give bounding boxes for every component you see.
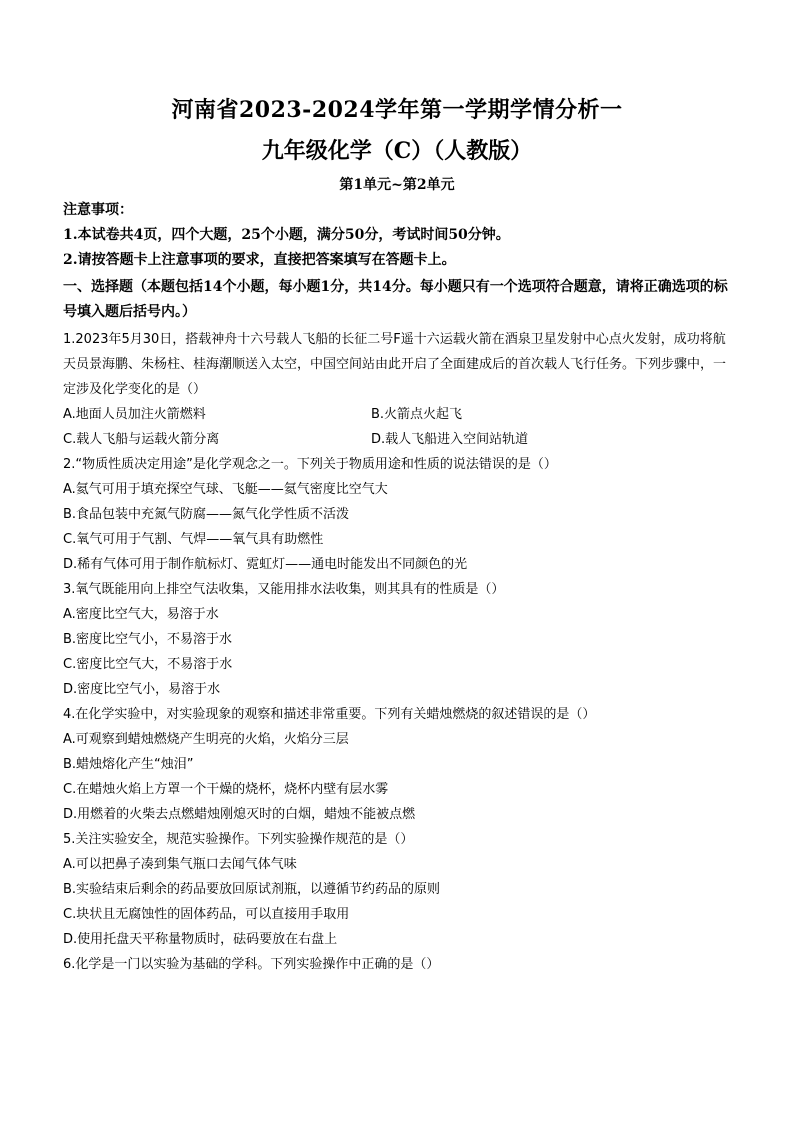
option-item: B.密度比空气小，不易溶于水 (63, 632, 233, 647)
question-stem: 3.氧气既能用向上排空气法收集，又能用排水法收集，则其具有的性质是（） (63, 582, 505, 597)
question-stem: 5.关注实验安全，规范实验操作。下列实验操作规范的是（） (63, 832, 414, 847)
question-stem: 2.“物质性质决定用途”是化学观念之一。下列关于物质用途和性质的说法错误的是（） (63, 457, 557, 472)
option-item: C.块状且无腐蚀性的固体药品，可以直接用手取用 (63, 907, 350, 922)
option-item: A.可以把鼻子凑到集气瓶口去闻气体气味 (63, 857, 297, 872)
option-item: A.密度比空气大，易溶于水 (63, 607, 219, 622)
question-stem: 4.在化学实验中，对实验现象的观察和描述非常重要。下列有关蜡烛燃烧的叙述错误的是（） (63, 707, 596, 722)
option-item: A.可观察到蜡烛燃烧产生明亮的火焰，火焰分三层 (63, 732, 349, 747)
option-item: C.载人飞船与运载火箭分离 (63, 432, 220, 447)
notice-item: 2.请按答题卡上注意事项的要求，直接把答案填写在答题卡上。 (63, 252, 456, 268)
option-item: B.实验结束后剩余的药品要放回原试剂瓶，以遵循节约药品的原则 (63, 882, 441, 897)
exam-scope: 第1单元~第2单元 (339, 177, 455, 193)
option-item: A.地面人员加注火箭燃料 (63, 407, 206, 422)
option-item: C.密度比空气大，不易溶于水 (63, 657, 233, 672)
option-item: A.氦气可用于填充探空气球、飞艇——氦气密度比空气大 (63, 482, 388, 497)
option-item: C.氧气可用于气割、气焊——氧气具有助燃性 (63, 532, 324, 547)
option-item: C.在蜡烛火焰上方罩一个干燥的烧杯，烧杯内壁有层水雾 (63, 782, 389, 797)
exam-subtitle: 九年级化学（C）（人教版） (261, 138, 533, 164)
option-row (63, 402, 731, 427)
option-item: D.密度比空气小，易溶于水 (63, 682, 221, 697)
option-item: D.用燃着的火柴去点燃蜡烛刚熄灭时的白烟，蜡烛不能被点燃 (63, 807, 416, 822)
option-item: D.载人飞船进入空间站轨道 (371, 432, 529, 447)
option-item: D.使用托盘天平称量物质时，砝码要放在右盘上 (63, 932, 338, 947)
notice-item: 1.本试卷共4页，四个大题，25个小题，满分50分，考试时间50分钟。 (63, 227, 510, 243)
option-item: D.稀有气体可用于制作航标灯、霓虹灯——通电时能发出不同颜色的光 (63, 557, 468, 572)
option-item: B.食品包装中充氮气防腐——氮气化学性质不活泼 (63, 507, 350, 522)
question-stem: 1.2023年5月30日，搭载神舟十六号载人飞船的长征二号F遥十六运载火箭在酒泉卫星发射中心点火发射，成功将航天员景海鹏、朱杨柱、桂海潮顺送入太空，中国空间站由此开启了全面建成后的首次载人飞行任务。下列步骤中，一定涉及化学变化的是（） (63, 332, 727, 397)
section-heading: 一、选择题（本题包括14个小题，每小题1分，共14分。每小题只有一个选项符合题意，请将正确选项的标号填入题后括号内。） (63, 279, 728, 320)
option-row (63, 427, 731, 452)
exam-body (63, 198, 731, 977)
question-stem: 6.化学是一门以实验为基础的学科。下列实验操作中正确的是（） (63, 957, 440, 972)
notice-heading: 注意事项： (63, 202, 133, 218)
option-item: B.蜡烛熔化产生“烛泪” (63, 757, 194, 772)
option-item: B.火箭点火起飞 (371, 407, 463, 422)
exam-title: 河南省2023-2024学年第一学期学情分析一 (171, 97, 623, 123)
